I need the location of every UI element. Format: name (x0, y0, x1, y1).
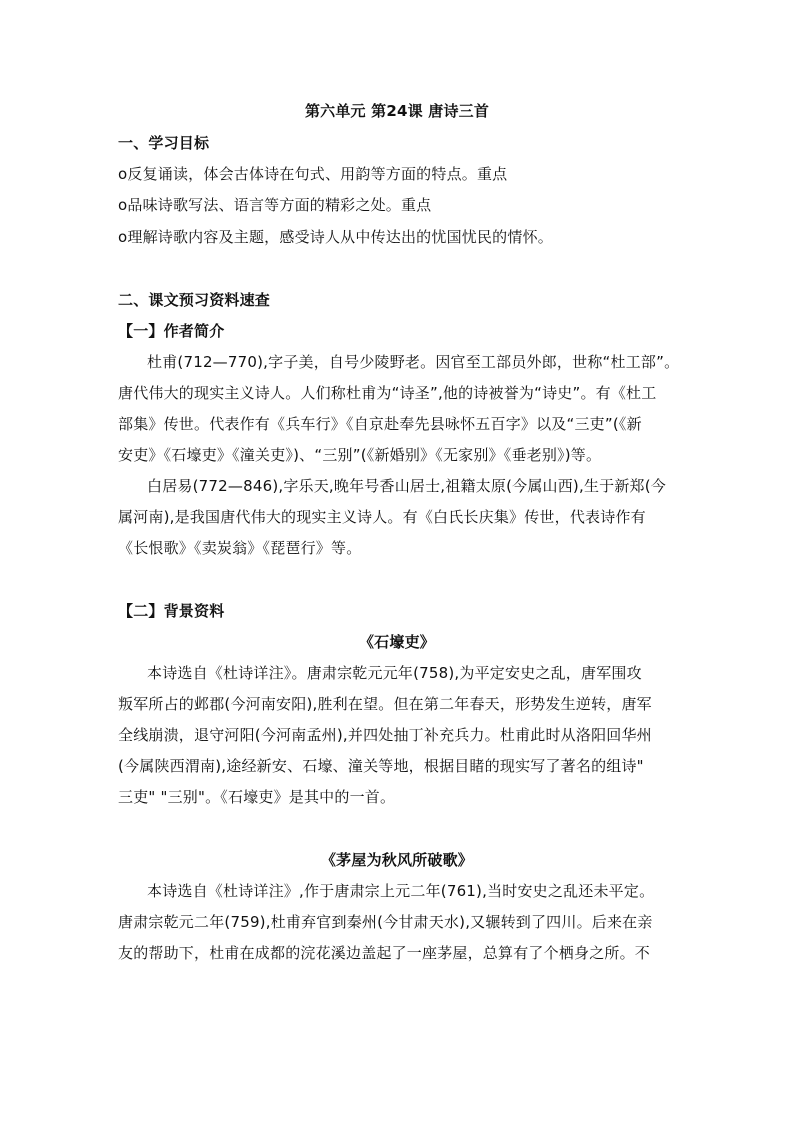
poem2-title: 《茅屋为秋风所破歌》 (320, 851, 473, 869)
bai-juyi-paragraph-line: 《长恨歌》《卖炭翁》《琵琶行》等。 (118, 539, 362, 557)
du-fu-paragraph-line: 唐代伟大的现实主义诗人。人们称杜甫为“诗圣”,他的诗被誉为“诗史”。有《杜工 (118, 384, 657, 402)
poem2-background-line: 本诗选自《杜诗详注》,作于唐肃宗上元二年(761),当时安史之乱还未平定。 (147, 882, 655, 900)
poem1-background-line: 叛军所占的邺郡(今河南安阳),胜利在望。但在第二年春天，形势发生逆转，唐军 (118, 695, 652, 713)
poem2-background-line: 唐肃宗乾元二年(759),杜甫弃官到秦州(今甘肃天水),又辗转到了四川。后来在亲 (118, 913, 653, 931)
poem1-background-line: 全线崩溃，退守河阳(今河南孟州),并四处抽丁补充兵力。杜甫此时从洛阳回华州 (118, 726, 652, 744)
section2-heading: 二、课文预习资料速查 (118, 291, 271, 309)
poem1-background-line: 本诗选自《杜诗详注》。唐肃宗乾元元年(758),为平定安史之乱，唐军围攻 (147, 664, 642, 682)
du-fu-paragraph-line: 部集》传世。代表作有《兵车行》《自京赴奉先县咏怀五百字》以及“三吏”(《新 (118, 415, 642, 433)
author-intro-heading: 【一】作者简介 (118, 322, 225, 340)
poem1-background-line: (今属陕西渭南),途经新安、石壕、潼关等地，根据目睹的现实写了著名的组诗" (118, 757, 644, 775)
page-title: 第六单元 第24课 唐诗三首 (304, 102, 490, 120)
objective-item: o反复诵读，体会古体诗在句式、用韵等方面的特点。重点 (118, 165, 508, 183)
du-fu-paragraph-line: 安吏》《石壕吏》《潼关吏》)、“三别”(《新婚别》《无家别》《垂老别》)等。 (118, 446, 602, 464)
background-heading: 【二】背景资料 (118, 602, 225, 620)
du-fu-paragraph-line: 杜甫(712—770),字子美，自号少陵野老。因官至工部员外郎，世称“杜工部”。 (147, 353, 680, 371)
poem1-title: 《石壕吏》 (358, 633, 435, 651)
poem2-background-line: 友的帮助下，杜甫在成都的浣花溪边盖起了一座茅屋，总算有了个栖身之所。不 (118, 944, 651, 962)
objective-item: o理解诗歌内容及主题，感受诗人从中传达出的忧国忧民的情怀。 (118, 228, 553, 246)
bai-juyi-paragraph-line: 属河南),是我国唐代伟大的现实主义诗人。有《白氏长庆集》传世，代表诗作有 (118, 508, 646, 526)
section1-heading: 一、学习目标 (118, 134, 210, 152)
poem1-background-line: 三吏" "三别"。《石壕吏》是其中的一首。 (118, 788, 396, 806)
objective-item: o品味诗歌写法、语言等方面的精彩之处。重点 (118, 196, 432, 214)
bai-juyi-paragraph-line: 白居易(772—846),字乐天,晚年号香山居士,祖籍太原(今属山西),生于新郑(今 (147, 477, 666, 495)
